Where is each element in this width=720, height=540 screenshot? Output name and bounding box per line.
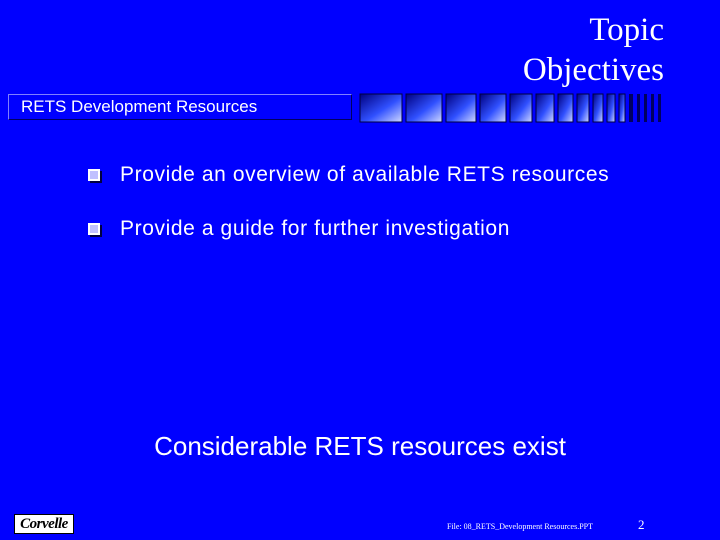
- decorative-gradient-strip: [358, 93, 668, 123]
- strip-block-15: [651, 94, 654, 122]
- strip-block-16: [658, 94, 661, 122]
- strip-block-1: [360, 94, 402, 122]
- slide-title-line-1: Topic: [589, 12, 664, 48]
- bullet-text: Provide a guide for further investigation: [120, 217, 510, 240]
- header-band: [8, 93, 668, 123]
- bullet-list: [88, 162, 648, 270]
- company-logo: Corvelle: [14, 514, 74, 534]
- square-bullet-icon: [88, 169, 100, 181]
- page-number: 2: [638, 517, 645, 532]
- strip-block-3: [446, 94, 476, 122]
- section-label: RETS Development Resources: [8, 94, 352, 120]
- strip-block-2: [406, 94, 442, 122]
- strip-block-9: [593, 94, 603, 122]
- strip-block-10: [607, 94, 615, 122]
- strip-block-4: [480, 94, 506, 122]
- strip-block-12: [629, 94, 633, 122]
- bullet-text: Provide an overview of available RETS resources: [120, 163, 610, 186]
- strip-block-11: [619, 94, 625, 122]
- bullet-item: [88, 216, 648, 242]
- slide-title-line-2: Objectives: [522, 52, 664, 88]
- bullet-item: [88, 162, 648, 188]
- file-name-label: File: 08_RETS_Development Resources.PPT: [447, 522, 593, 531]
- strip-block-5: [510, 94, 532, 122]
- strip-block-7: [558, 94, 573, 122]
- strip-block-14: [644, 94, 647, 122]
- square-bullet-icon: [88, 223, 100, 235]
- strip-block-6: [536, 94, 554, 122]
- strip-block-13: [637, 94, 640, 122]
- strip-block-8: [577, 94, 589, 122]
- slide-title: [523, 10, 664, 90]
- tagline: Considerable RETS resources exist: [154, 431, 566, 461]
